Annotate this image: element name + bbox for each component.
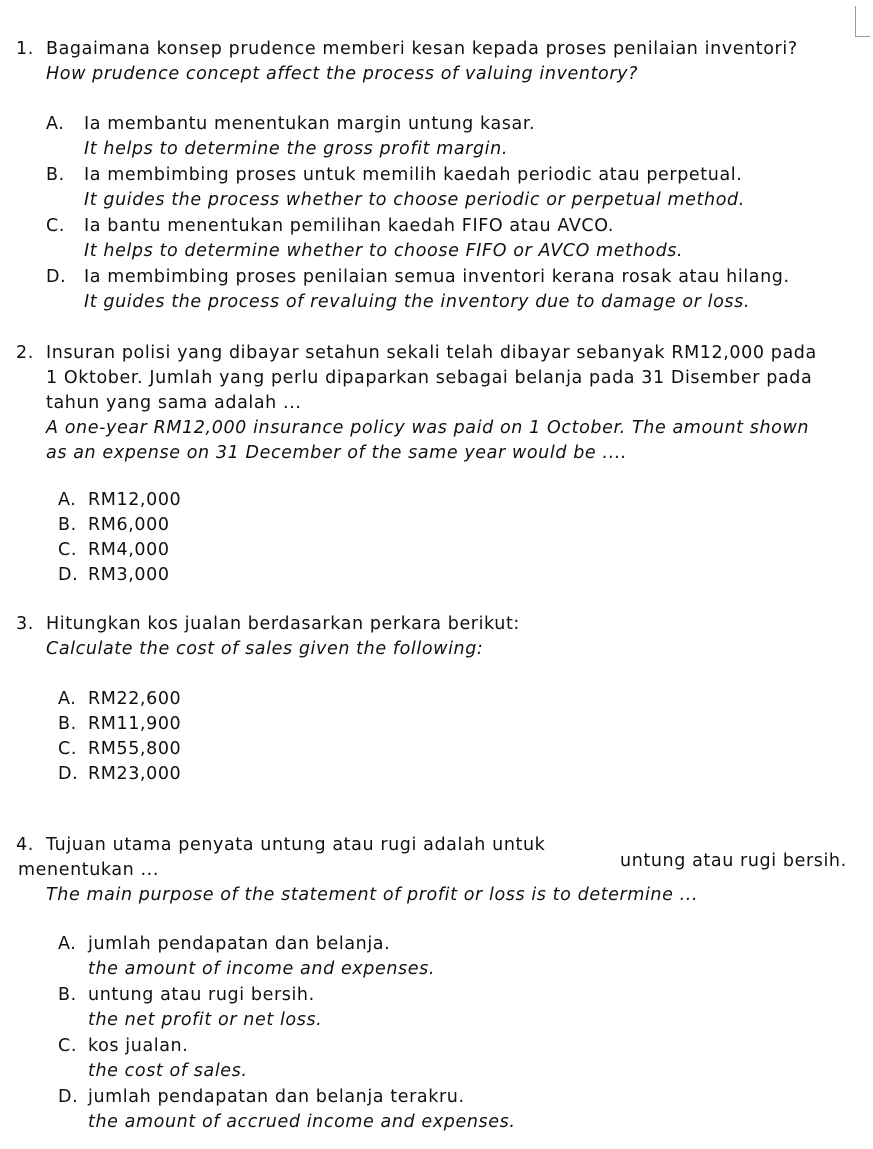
q4-option-c-en: the cost of sales. <box>88 1061 248 1081</box>
q4-stem-side-text: untung atau rugi bersih. <box>620 851 847 871</box>
q4-option-c-ms: kos jualan. <box>88 1036 189 1056</box>
q3-stem-ms <box>16 613 520 635</box>
q1-stem-en: How prudence concept affect the process of valuing inventory? <box>46 64 638 84</box>
q1-number: 1. <box>16 39 34 59</box>
q1-stem-ms <box>16 38 798 60</box>
q3-option-a[interactable] <box>58 688 181 710</box>
q2-option-d-value: RM3,000 <box>88 565 170 585</box>
q3-option-b-value: RM11,900 <box>88 714 182 734</box>
q3-option-c[interactable] <box>58 738 181 760</box>
q2-stem-ms-line-2: 1 Oktober. Jumlah yang perlu dipaparkan sebagai belanja pada 31 Disember pada <box>46 368 813 388</box>
q2-option-b-letter: B. <box>58 515 77 535</box>
q3-option-c-value: RM55,800 <box>88 739 182 759</box>
q3-stem-en: Calculate the cost of sales given the following: <box>46 639 484 659</box>
q1-option-c[interactable] <box>46 215 614 237</box>
q3-option-a-value: RM22,600 <box>88 689 182 709</box>
q2-option-a[interactable] <box>58 489 181 511</box>
q4-stem-ms-line-2: menentukan ... <box>18 860 160 880</box>
q1-option-d-letter: D. <box>46 267 67 287</box>
q4-option-c-letter: C. <box>58 1036 77 1056</box>
q3-stem-ms-text: Hitungkan kos jualan berdasarkan perkara berikut: <box>46 614 520 634</box>
q3-option-c-letter: C. <box>58 739 77 759</box>
q4-option-a-ms: jumlah pendapatan dan belanja. <box>88 934 391 954</box>
q4-option-a-letter: A. <box>58 934 77 954</box>
q2-option-b[interactable] <box>58 514 170 536</box>
q4-option-b-ms: untung atau rugi bersih. <box>88 985 315 1005</box>
page-corner-mark <box>855 6 870 37</box>
q4-number: 4. <box>16 835 34 855</box>
q3-option-b[interactable] <box>58 713 181 735</box>
q4-stem-ms-line-1 <box>16 834 545 856</box>
q4-option-b-letter: B. <box>58 985 77 1005</box>
q1-option-c-letter: C. <box>46 216 65 236</box>
q4-stem-ms-line-1-text: Tujuan utama penyata untung atau rugi adalah untuk <box>46 835 546 855</box>
q1-option-b-letter: B. <box>46 165 65 185</box>
q3-number: 3. <box>16 614 34 634</box>
q4-option-d-letter: D. <box>58 1087 79 1107</box>
q2-option-d-letter: D. <box>58 565 79 585</box>
q2-stem-ms-line-3: tahun yang sama adalah ... <box>46 393 302 413</box>
q4-option-b[interactable] <box>58 984 315 1006</box>
q1-option-a-letter: A. <box>46 114 65 134</box>
q1-option-d[interactable] <box>46 266 790 288</box>
q1-option-c-en: It helps to determine whether to choose FIFO or AVCO methods. <box>84 241 684 261</box>
q1-option-d-ms: Ia membimbing proses penilaian semua inventori kerana rosak atau hilang. <box>84 267 790 287</box>
q1-stem-ms-text: Bagaimana konsep prudence memberi kesan kepada proses penilaian inventori? <box>46 39 798 59</box>
q1-option-a-ms: Ia membantu menentukan margin untung kasar. <box>84 114 536 134</box>
q4-option-b-en: the net profit or net loss. <box>88 1010 323 1030</box>
q3-option-d-letter: D. <box>58 764 79 784</box>
q2-option-d[interactable] <box>58 564 170 586</box>
q2-stem-en-line-1: A one-year RM12,000 insurance policy was paid on 1 October. The amount shown <box>46 418 810 438</box>
q2-stem-ms-line-1-text: Insuran polisi yang dibayar setahun sekali telah dibayar sebanyak RM12,000 pada <box>46 343 817 363</box>
q2-option-b-value: RM6,000 <box>88 515 170 535</box>
q2-stem-en-line-2: as an expense on 31 December of the same year would be .... <box>46 443 628 463</box>
q2-option-a-value: RM12,000 <box>88 490 182 510</box>
q1-option-b[interactable] <box>46 164 742 186</box>
q3-option-b-letter: B. <box>58 714 77 734</box>
q4-option-d-ms: jumlah pendapatan dan belanja terakru. <box>88 1087 465 1107</box>
q2-number: 2. <box>16 343 34 363</box>
q1-option-c-ms: Ia bantu menentukan pemilihan kaedah FIFO atau AVCO. <box>84 216 615 236</box>
q1-option-a[interactable] <box>46 113 535 135</box>
q4-option-a[interactable] <box>58 933 390 955</box>
q1-option-d-en: It guides the process of revaluing the inventory due to damage or loss. <box>84 292 750 312</box>
q3-option-d[interactable] <box>58 763 181 785</box>
q2-option-c-letter: C. <box>58 540 77 560</box>
q2-option-c[interactable] <box>58 539 170 561</box>
q4-option-a-en: the amount of income and expenses. <box>88 959 435 979</box>
q4-option-d-en: the amount of accrued income and expenses. <box>88 1112 516 1132</box>
q2-stem-ms-line-1 <box>16 342 817 364</box>
q1-option-a-en: It helps to determine the gross profit margin. <box>84 139 508 159</box>
q3-option-d-value: RM23,000 <box>88 764 182 784</box>
q4-option-c[interactable] <box>58 1035 188 1057</box>
q1-option-b-en: It guides the process whether to choose periodic or perpetual method. <box>84 190 745 210</box>
q4-option-d[interactable] <box>58 1086 465 1108</box>
q2-option-a-letter: A. <box>58 490 77 510</box>
q3-option-a-letter: A. <box>58 689 77 709</box>
q1-option-b-ms: Ia membimbing proses untuk memilih kaedah periodic atau perpetual. <box>84 165 743 185</box>
q2-option-c-value: RM4,000 <box>88 540 170 560</box>
q4-stem-en: The main purpose of the statement of profit or loss is to determine ... <box>46 885 699 905</box>
